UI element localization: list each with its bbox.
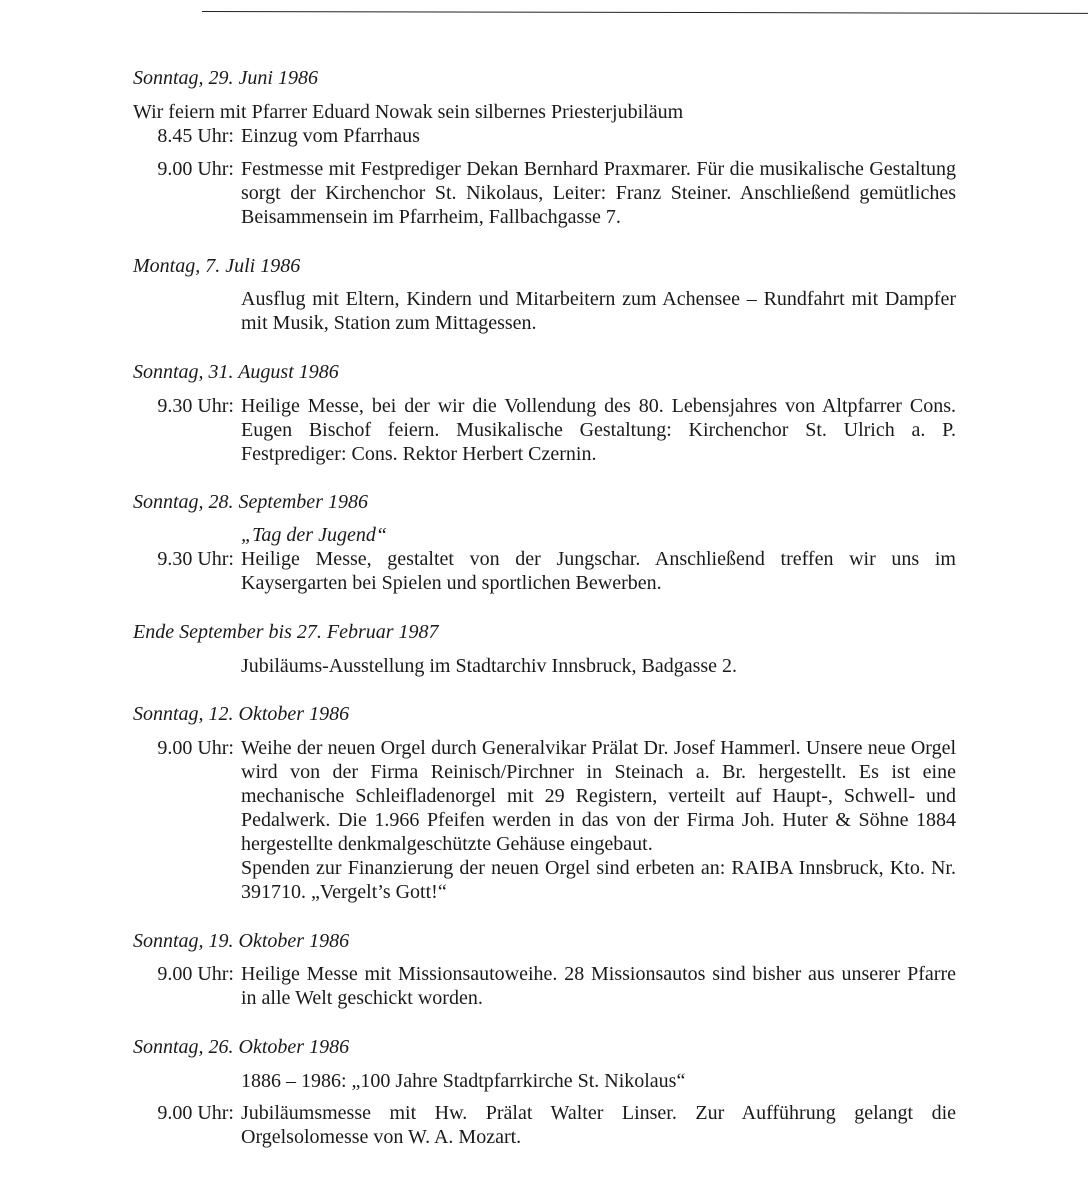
event-text: Ausflug mit Eltern, Kindern und Mitarbeitern zum Achensee – Rundfahrt mit Dampfer mit Musik, Station zum Mittagessen. <box>241 288 956 334</box>
event-time: 9.00 Uhr: <box>157 737 234 759</box>
event-intro: Wir feiern mit Pfarrer Eduard Nowak sein silbernes Priesterjubiläum <box>133 101 684 123</box>
event-time: 9.30 Uhr: <box>157 548 234 570</box>
event-text <box>241 736 956 904</box>
event-heading: Montag, 7. Juli 1986 <box>133 255 301 277</box>
event-text: Jubiläumsmesse mit Hw. Prälat Walter Linser. Zur Aufführung gelangt die Orgelsolomesse von W. A. Mozart. <box>241 1102 956 1148</box>
event-text: Heilige Messe, bei der wir die Vollendung des 80. Lebensjahres von Altpfarrer Cons. Eugen Bischof feiern. Musikalische Gestaltung: Kirchenchor St. Ulrich a. P. Festprediger: Cons. Rektor Herbert Czernin. <box>241 395 956 465</box>
event-time: 9.00 Uhr: <box>157 1102 234 1124</box>
event-heading: Sonntag, 12. Oktober 1986 <box>133 703 350 725</box>
event-time: 9.00 Uhr: <box>157 158 234 180</box>
event-text: Heilige Messe, gestaltet von der Jungschar. Anschließend treffen wir uns im Kaysergarten bei Spielen und sportlichen Bewerben. <box>241 548 956 594</box>
event-subtitle: 1886 – 1986: „100 Jahre Stadtpfarrkirche St. Nikolaus“ <box>241 1070 686 1092</box>
event-heading: Sonntag, 31. August 1986 <box>133 361 339 383</box>
event-time: 9.00 Uhr: <box>157 963 234 985</box>
event-heading: Sonntag, 26. Oktober 1986 <box>133 1036 350 1058</box>
event-time: 8.45 Uhr: <box>157 125 234 147</box>
event-text-paragraph: Weihe der neuen Orgel durch Generalvikar Prälat Dr. Josef Hammerl. Unsere neue Orgel wird von der Firma Reinisch/Pirchner in Steinach a. Br. hergestellt. Es ist eine mechanische Schleifladenorgel mit 29 Registern, verteilt auf Haupt-, Schwell- und Pedalwerk. Die 1.966 Pfeifen werden in das von der Firma Joh. Huter & Söhne 1884 hergestellte denkmalgeschützte Gehäuse eingebaut. <box>241 737 956 855</box>
event-subtitle: „Tag der Jugend“ <box>241 524 387 546</box>
event-text-paragraph: Spenden zur Finanzierung der neuen Orgel sind erbeten an: RAIBA Innsbruck, Kto. Nr. 391710. „Vergelt’s Gott!“ <box>241 857 956 903</box>
event-text: Festmesse mit Festprediger Dekan Bernhard Praxmarer. Für die musikalische Gestaltung sorgt der Kirchenchor St. Nikolaus, Leiter: Franz Steiner. Anschließend gemütliches Beisammensein im Pfarrheim, Fallbachgasse 7. <box>241 158 956 228</box>
event-heading: Sonntag, 19. Oktober 1986 <box>133 930 350 952</box>
event-text: Jubiläums-Ausstellung im Stadtarchiv Innsbruck, Badgasse 2. <box>241 655 738 677</box>
event-text: Heilige Messe mit Missionsautoweihe. 28 Missionsautos sind bisher aus unserer Pfarre in alle Welt geschickt worden. <box>241 963 956 1009</box>
event-heading: Ende September bis 27. Februar 1987 <box>133 621 439 643</box>
event-heading: Sonntag, 28. September 1986 <box>133 491 368 513</box>
event-time: 9.30 Uhr: <box>157 395 234 417</box>
event-heading: Sonntag, 29. Juni 1986 <box>133 67 318 89</box>
event-text: Einzug vom Pfarrhaus <box>241 125 420 147</box>
